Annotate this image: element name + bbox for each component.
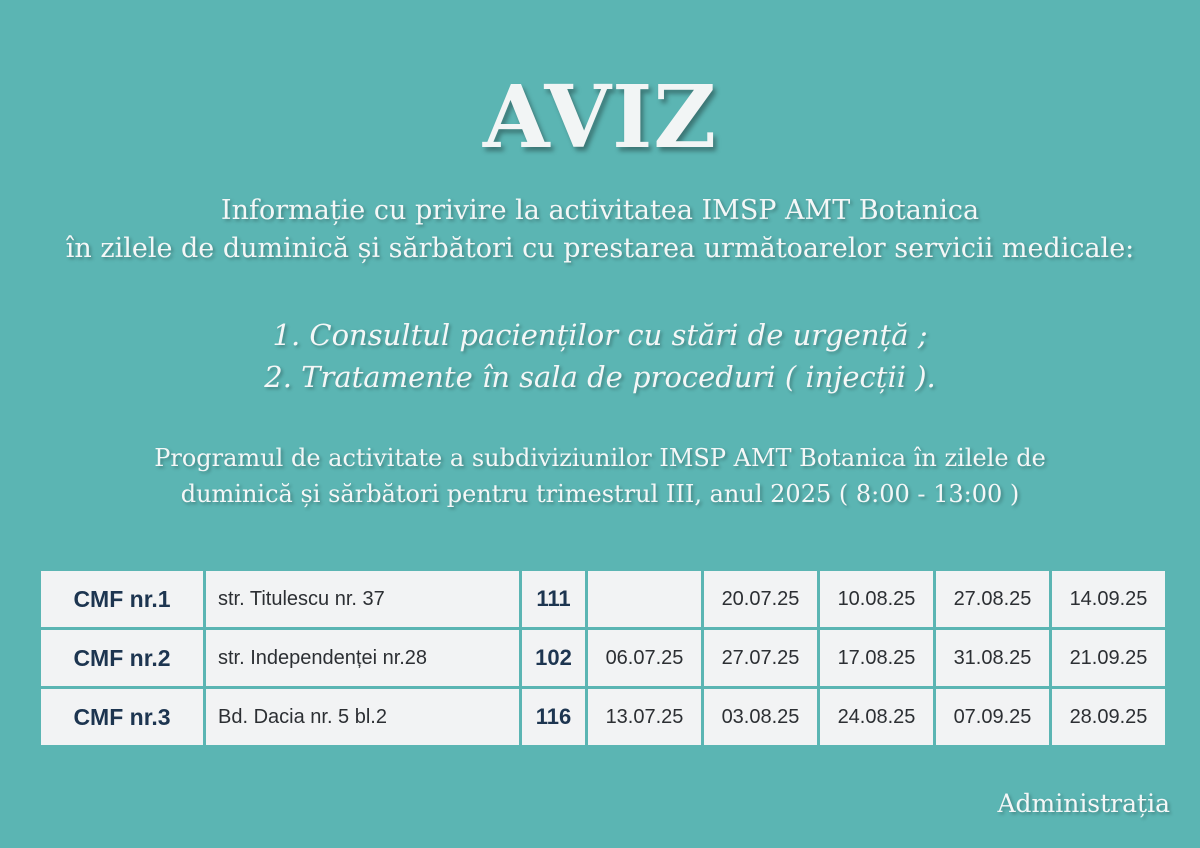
cmf-name-cell: CMF nr.1 (41, 571, 203, 627)
service-item-2: 2. Tratamente în sala de proceduri ( injecții ). (264, 360, 936, 394)
date-cell: 03.08.25 (704, 689, 817, 745)
date-cell: 27.08.25 (936, 571, 1049, 627)
date-cell: 10.08.25 (820, 571, 933, 627)
date-cell: 06.07.25 (588, 630, 701, 686)
notice-title: AVIZ (482, 67, 718, 168)
table-row (41, 571, 1165, 627)
code-cell: 116 (522, 689, 585, 745)
services-list (0, 314, 1200, 398)
cmf-name-cell: CMF nr.2 (41, 630, 203, 686)
table-row (41, 630, 1165, 686)
date-cell (588, 571, 701, 627)
date-cell: 28.09.25 (1052, 689, 1165, 745)
date-cell: 14.09.25 (1052, 571, 1165, 627)
intro-line-2: în zilele de duminică și sărbători cu prestarea următoarelor servicii medicale: (65, 233, 1135, 264)
address-cell: Bd. Dacia nr. 5 bl.2 (206, 689, 519, 745)
date-cell: 21.09.25 (1052, 630, 1165, 686)
intro-line-1: Informație cu privire la activitatea IMSP AMT Botanica (220, 195, 980, 226)
schedule-description (0, 440, 1200, 512)
address-cell: str. Titulescu nr. 37 (206, 571, 519, 627)
date-cell: 13.07.25 (588, 689, 701, 745)
date-cell: 24.08.25 (820, 689, 933, 745)
date-cell: 20.07.25 (704, 571, 817, 627)
schedule-line-1: Programul de activitate a subdiviziunilor IMSP AMT Botanica în zilele de (154, 444, 1046, 472)
cmf-name-cell: CMF nr.3 (41, 689, 203, 745)
date-cell: 17.08.25 (820, 630, 933, 686)
schedule-table (38, 568, 1168, 748)
service-item-1: 1. Consultul pacienților cu stări de urgență ; (272, 318, 928, 352)
schedule-line-2: duminică și sărbători pentru trimestrul III, anul 2025 ( 8:00 - 13:00 ) (180, 480, 1020, 508)
date-cell: 31.08.25 (936, 630, 1049, 686)
code-cell: 111 (522, 571, 585, 627)
date-cell: 07.09.25 (936, 689, 1049, 745)
code-cell: 102 (522, 630, 585, 686)
date-cell: 27.07.25 (704, 630, 817, 686)
signature: Administrația (997, 789, 1170, 818)
intro-text (0, 192, 1200, 268)
table-row (41, 689, 1165, 745)
address-cell: str. Independenței nr.28 (206, 630, 519, 686)
